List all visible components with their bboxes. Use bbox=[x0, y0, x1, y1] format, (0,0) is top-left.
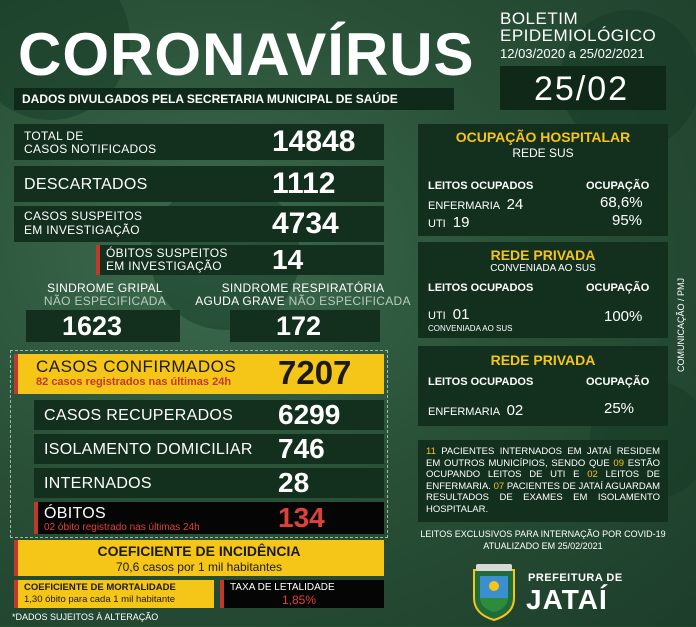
suspeitos-box: CASOS SUSPEITOS EM INVESTIGAÇÃO 4734 bbox=[14, 206, 384, 242]
descartados-box: DESCARTADOS 1112 bbox=[14, 166, 384, 202]
descartados-value: 1112 bbox=[272, 167, 336, 200]
date-box bbox=[500, 66, 666, 110]
boletim-period: 12/03/2020 a 25/02/2021 bbox=[500, 46, 645, 61]
prefeitura-label: PREFEITURA DE bbox=[528, 572, 623, 584]
srag-value: 172 bbox=[276, 311, 322, 341]
subtitle: DADOS DIVULGADOS PELA SECRETARIA MUNICIPAL DE SAÚDE bbox=[22, 92, 398, 106]
obitos-suspeitos-box: ÓBITOS SUSPEITOS EM INVESTIGAÇÃO 14 bbox=[96, 245, 384, 275]
boletim-title: BOLETIM EPIDEMIOLÓGICO bbox=[500, 9, 657, 45]
letalidade-box: TAXA DE LETALIDADE 1,85% bbox=[220, 580, 384, 608]
city-seal-icon bbox=[466, 562, 522, 622]
srag-box bbox=[230, 310, 380, 342]
mortalidade-box: COEFICIENTE DE MORTALIDADE 1,30 óbito para cada 1 mil habitante bbox=[14, 580, 214, 608]
notificados-box: TOTAL DE CASOS NOTIFICADOS 14848 bbox=[14, 124, 384, 160]
suspeitos-value: 4734 bbox=[272, 207, 339, 240]
gripal-value: 1623 bbox=[62, 311, 123, 341]
confirmados-box: CASOS CONFIRMADOS 82 casos registrados nas últimas 24h 7207 bbox=[14, 354, 384, 394]
recuperados-box: CASOS RECUPERADOS 6299 bbox=[34, 400, 384, 430]
ocupacao-sus-panel: OCUPAÇÃO HOSPITALAR REDE SUS LEITOS OCUPADOS OCUPAÇÃO ENFERMARIA 24 68,6% UTI 19 95% bbox=[418, 124, 668, 236]
internados-box: INTERNADOS 28 bbox=[34, 468, 384, 498]
notificados-value: 14848 bbox=[272, 125, 356, 158]
isolamento-box: ISOLAMENTO DOMICILIAR 746 bbox=[34, 434, 384, 464]
obitos-box: ÓBITOS 02 óbito registrado nas últimas 24h 134 bbox=[34, 502, 384, 534]
incidencia-box: COEFICIENTE DE INCIDÊNCIA 70,6 casos por 1 mil habitantes bbox=[14, 540, 384, 576]
nota-text: 11 PACIENTES INTERNADOS EM JATAÍ RESIDEM EM OUTROS MUNICÍPIOS, SENDO QUE 09 ESTÃO OCUPANDO LEITOS DE UTI E 02 LEITOS DE ENFERMARIA. 07 PACIENTES DE JATAÍ AGUARDAM RESULTADOS DE EXAMES EM ISOLAMENTO HOSPITALAR. bbox=[426, 446, 660, 515]
srag-label: SINDROME RESPIRATÓRIA AGUDA GRAVE NÃO ESPECIFICADA bbox=[195, 281, 411, 308]
confirmados-value: 7207 bbox=[278, 354, 352, 391]
privada-conveniada-panel: REDE PRIVADA CONVENIADA AO SUS LEITOS OCUPADOS OCUPAÇÃO UTI 01 CONVENIADA AO SUS 100% bbox=[418, 242, 668, 338]
page-title: CORONAVÍRUS bbox=[18, 21, 475, 88]
nota-panel bbox=[418, 440, 668, 522]
subtitle-bar bbox=[14, 88, 454, 110]
gripal-label: SINDROME GRIPAL NÃO ESPECIFICADA bbox=[43, 281, 167, 308]
city-name: JATAÍ bbox=[526, 584, 608, 615]
recuperados-value: 6299 bbox=[278, 399, 341, 430]
isolamento-value: 746 bbox=[278, 433, 325, 464]
internados-value: 28 bbox=[278, 467, 310, 498]
date-value: 25/02 bbox=[534, 70, 630, 108]
obitos-suspeitos-value: 14 bbox=[272, 244, 304, 275]
gripal-box bbox=[26, 310, 180, 342]
credit: COMUNICAÇÃO / PMJ bbox=[676, 277, 686, 372]
disclaimer: *DADOS SUJEITOS À ALTERAÇÃO bbox=[12, 612, 159, 622]
obitos-value: 134 bbox=[278, 502, 325, 533]
privada-panel: REDE PRIVADA LEITOS OCUPADOS OCUPAÇÃO ENFERMARIA 02 25% bbox=[418, 346, 668, 426]
leitos-note: LEITOS EXCLUSIVOS PARA INTERNAÇÃO POR COVID-19 ATUALIZADO EM 25/02/2021 bbox=[420, 529, 666, 551]
